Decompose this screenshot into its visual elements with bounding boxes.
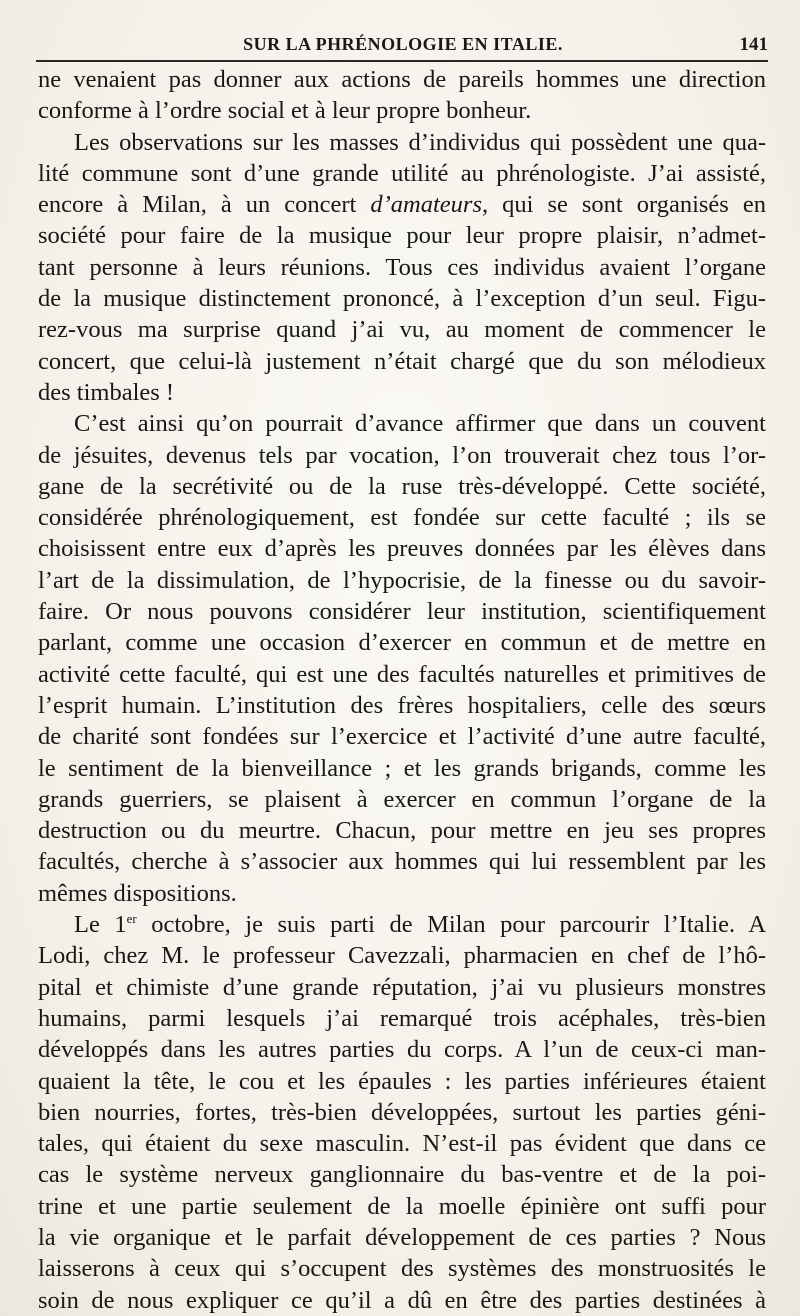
text-line: C’est ainsi qu’on pourrait d’avance affirmer que dans un couvent: [74, 410, 766, 438]
text-line-ordinal: Le 1er octobre, je suis parti de Milan pour parcourir l’Italie. A: [74, 911, 766, 939]
page-number: 141: [739, 34, 768, 55]
text-line: ne venaient pas donner aux actions de pareils hommes une direction: [38, 66, 766, 93]
text-line: trine et une partie seulement de la moelle épinière ont suffi pour: [38, 1192, 766, 1220]
text-line: activité cette faculté, qui est une des facultés naturelles et primitives de: [38, 660, 766, 688]
text-line: tant personne à leurs réunions. Tous ces individus avaient l’organe: [38, 253, 766, 281]
ordinal-suffix: er: [126, 911, 137, 927]
text-line: le sentiment de la bienveillance ; et les grands brigands, comme les: [38, 754, 766, 782]
text-line: des timbales !: [38, 378, 175, 406]
text-line: pital et chimiste d’une grande réputation, j’ai vu plusieurs monstres: [38, 973, 766, 1001]
text-line: concert, que celui-là justement n’était chargé que du son mélodieux: [38, 347, 766, 375]
text-line: grands guerriers, se plaisent à exercer en commun l’organe de la: [38, 785, 766, 813]
text-line: considérée phrénologiquement, est fondée sur cette faculté ; ils se: [38, 504, 766, 532]
paragraph-3: [38, 408, 766, 909]
text-line: rez-vous ma surprise quand j’ai vu, au moment de commencer le: [38, 316, 766, 344]
text-line: encore à Milan, à un concert d’amateurs, qui se sont organisés en: [38, 191, 766, 219]
text-line: choisissent entre eux d’après les preuves données par les élèves dans: [38, 535, 766, 563]
header-rule: [36, 60, 768, 62]
text-line: lité commune sont d’une grande utilité au phrénologiste. J’ai assisté,: [38, 159, 766, 187]
text-line: la vie organique et le parfait développement de ces parties ? Nous: [38, 1223, 766, 1251]
text-line: parlant, comme une occasion d’exercer en commun et de mettre en: [38, 629, 766, 657]
text-line: de la musique distinctement prononcé, à l’exception d’un seul. Figu-: [38, 285, 766, 313]
text-line: l’art de la dissimulation, de l’hypocrisie, de la finesse ou du savoir-: [38, 566, 766, 594]
text-line: quaient la tête, le cou et les épaules : les parties inférieures étaient: [38, 1067, 766, 1095]
paragraph-4: [38, 909, 766, 1316]
text-line: société pour faire de la musique pour leur propre plaisir, n’admet-: [38, 222, 766, 250]
text-line: de jésuites, devenus tels par vocation, l’on trouverait chez tous l’or-: [38, 441, 766, 469]
emphasized-term: d’amateurs: [370, 191, 482, 219]
text-line: conforme à l’ordre social et à leur propre bonheur.: [38, 97, 532, 125]
text-line: soin de nous expliquer ce qu’il a dû en être des parties destinées à: [38, 1286, 766, 1314]
text-line: mêmes dispositions.: [38, 879, 237, 907]
text-line: faire. Or nous pouvons considérer leur institution, scientifiquement: [38, 598, 766, 626]
text-line: tales, qui étaient du sexe masculin. N’est-il pas évident que dans ce: [38, 1130, 766, 1158]
text-line: Lodi, chez M. le professeur Cavezzali, pharmacien en chef de l’hô-: [38, 942, 766, 970]
text-line: destruction ou du meurtre. Chacun, pour mettre en jeu ses propres: [38, 817, 766, 845]
text-body: [38, 64, 766, 1316]
text-line: l’esprit humain. L’institution des frères hospitaliers, celle des sœurs: [38, 691, 766, 719]
paragraph-2: [38, 127, 766, 409]
text-line: humains, parmi lesquels j’ai remarqué trois acéphales, très-bien: [38, 1004, 766, 1032]
text-line: développés dans les autres parties du corps. A l’un de ceux-ci man-: [38, 1036, 766, 1064]
paragraph-1: [38, 64, 766, 127]
text-line: cas le système nerveux ganglionnaire du bas-ventre et de la poi-: [38, 1161, 766, 1189]
running-title: SUR LA PHRÉNOLOGIE EN ITALIE.: [243, 34, 563, 54]
text-line: laisserons à ceux qui s’occupent des systèmes des monstruosités le: [38, 1255, 766, 1283]
text-line: de charité sont fondées sur l’exercice et l’activité d’une autre faculté,: [38, 723, 766, 751]
running-head: [38, 30, 768, 60]
text-line: bien nourries, fortes, très-bien développées, surtout les parties géni-: [38, 1098, 766, 1126]
text-line: facultés, cherche à s’associer aux hommes qui lui ressemblent par les: [38, 848, 766, 876]
text-line: Les observations sur les masses d’individus qui possèdent une qua-: [74, 128, 766, 156]
text-line: gane de la secrétivité ou de la ruse très-développé. Cette société,: [38, 472, 766, 500]
